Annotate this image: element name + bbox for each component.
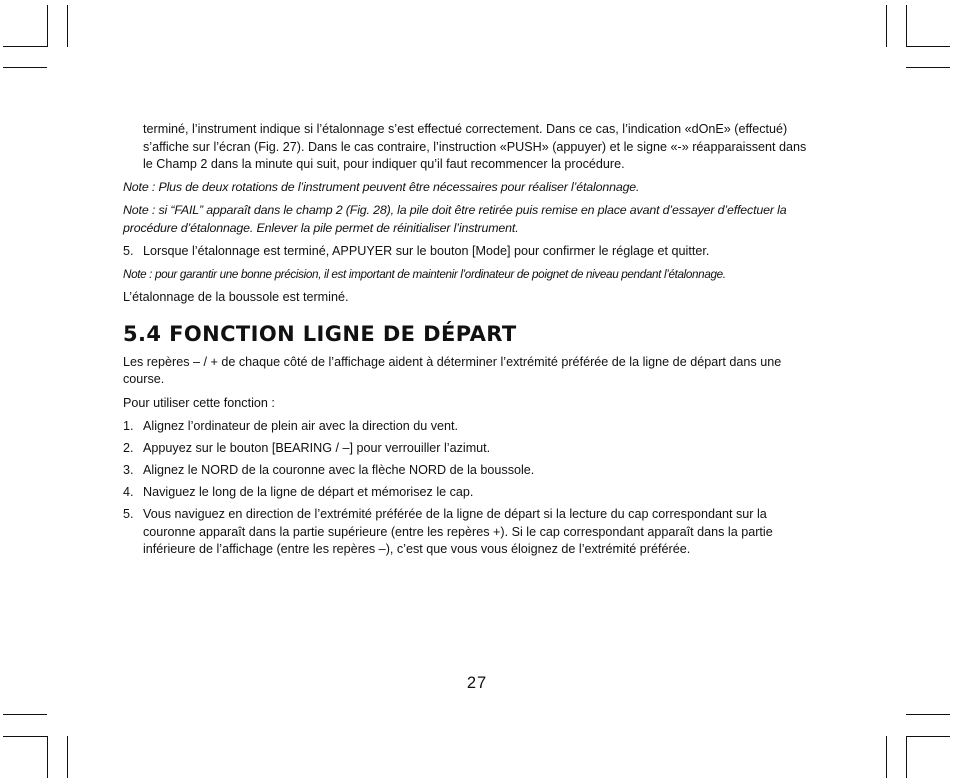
step-text: Alignez l’ordinateur de plein air avec la direction du vent. xyxy=(143,419,459,433)
crop-mark xyxy=(67,736,68,778)
crop-mark xyxy=(906,5,907,47)
note-precision: Note : pour garantir une bonne précision, il est important de maintenir l’ordinateur de poignet de niveau pendant l’étalonnage. xyxy=(123,267,726,281)
list-item xyxy=(123,418,819,436)
usage-lead: Pour utiliser cette fonction : xyxy=(123,395,275,410)
note-fail: Note : si “FAIL” apparaît dans le champ 2 (Fig. 28), la pile doit être retirée puis remise en place avant d’essayer d’effectuer la procédure d’étalonnage. Enlever la pile permet de réinitialiser l’instrument. xyxy=(123,203,787,235)
list-item xyxy=(123,506,819,559)
calibration-done: L’étalonnage de la boussole est terminé. xyxy=(123,290,349,304)
list-item xyxy=(123,484,819,502)
intro-continuation: terminé, l’instrument indique si l’étalonnage s’est effectué correctement. Dans ce cas, l’indication «dOnE» (effectué) s’affiche sur l’écran (Fig. 27). Dans le cas contraire, l’instruction «PUSH» (appuyer) et le signe «-» réapparaissent dans le Champ 2 dans la minute qui suit, pour indiquer qu’il faut recommencer la procédure. xyxy=(143,122,807,171)
step-text: Lorsque l’étalonnage est terminé, APPUYER sur le bouton [Mode] pour confirmer le réglage et quitter. xyxy=(143,244,710,258)
step-number: 4. xyxy=(123,485,134,499)
step-number: 2. xyxy=(123,441,134,455)
list-item xyxy=(123,462,819,480)
crop-mark xyxy=(886,736,887,778)
crop-mark xyxy=(3,67,47,68)
crop-mark xyxy=(3,736,47,737)
step-number: 5. xyxy=(123,507,134,521)
step-number: 5. xyxy=(123,244,134,258)
crop-mark xyxy=(906,46,950,47)
crop-mark xyxy=(3,46,47,47)
crop-mark xyxy=(47,5,48,47)
step-text: Vous naviguez en direction de l’extrémité préférée de la ligne de départ si la lecture du cap correspondant sur la couronne apparaît dans la partie supérieure (entre les repères +). Si le cap correspondant apparaît dans la partie inférieure de l’affichage (entre les repères –), c’est que vous vous éloignez de l’extrémité préférée. xyxy=(143,507,773,556)
step-text: Appuyez sur le bouton [BEARING / –] pour verrouiller l’azimut. xyxy=(143,441,491,455)
crop-mark xyxy=(906,736,950,737)
crop-mark xyxy=(906,736,907,778)
crop-mark xyxy=(47,736,48,778)
crop-mark xyxy=(886,5,887,47)
crop-mark xyxy=(3,714,47,715)
step-text: Alignez le NORD de la couronne avec la flèche NORD de la boussole. xyxy=(143,463,535,477)
step-number: 1. xyxy=(123,419,134,433)
page-content xyxy=(123,121,819,559)
section-heading: 5.4 FONCTION LIGNE DE DÉPART xyxy=(123,321,517,346)
crop-mark xyxy=(67,5,68,47)
note-rotations: Note : Plus de deux rotations de l’instrument peuvent être nécessaires pour réaliser l’étalonnage. xyxy=(123,179,640,194)
steps-list xyxy=(123,418,819,559)
section-intro: Les repères – / + de chaque côté de l’affichage aident à déterminer l’extrémité préférée de la ligne de départ dans une course. xyxy=(123,354,782,386)
step-5-confirm xyxy=(123,243,819,261)
page-number: 27 xyxy=(466,674,488,692)
step-number: 3. xyxy=(123,463,134,477)
crop-mark xyxy=(906,714,950,715)
list-item xyxy=(123,440,819,458)
crop-mark xyxy=(906,67,950,68)
step-text: Naviguez le long de la ligne de départ et mémorisez le cap. xyxy=(143,485,474,499)
